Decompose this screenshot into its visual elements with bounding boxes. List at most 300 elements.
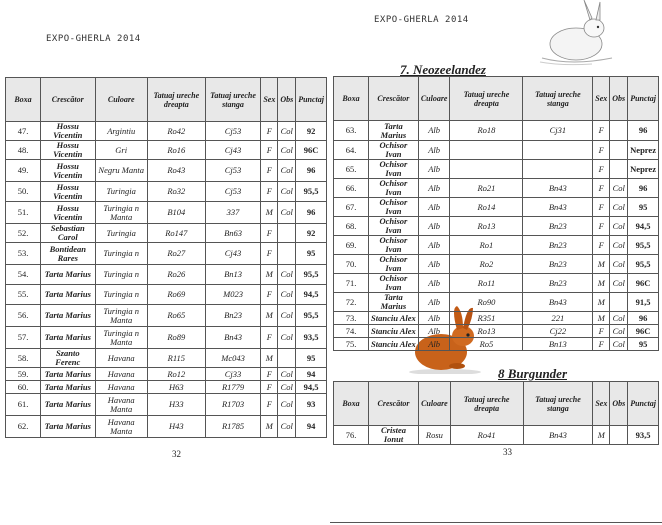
table-cell: Alb: [418, 141, 450, 160]
table-cell: 62.: [6, 416, 41, 438]
table-row: [6, 349, 327, 368]
table-cell: Bn23: [523, 274, 593, 293]
table-cell: Alb: [418, 274, 450, 293]
table-row: [6, 394, 327, 416]
table-cell: 221: [523, 312, 593, 325]
table-cell: 94,5: [296, 381, 327, 394]
table-cell: Ro69: [147, 285, 205, 305]
table-cell: Ro1: [450, 236, 523, 255]
table-cell: F: [261, 368, 278, 381]
table-cell: Ro41: [450, 426, 523, 445]
table-cell: Hossu Vicentin: [41, 182, 96, 202]
table-cell: Tarta Marius: [41, 265, 96, 285]
table-row: [334, 179, 659, 198]
table-cell: 93: [296, 394, 327, 416]
table-cell: Cristea Ionut: [369, 426, 419, 445]
table-cell: Alb: [418, 217, 450, 236]
table-cell: Alb: [418, 325, 450, 338]
table-cell: M: [593, 293, 610, 312]
table-row: [6, 416, 327, 438]
table-cell: 95: [628, 338, 659, 351]
table-row: [6, 327, 327, 349]
table-cell: 66.: [334, 179, 369, 198]
col-header: Punctaj: [296, 78, 327, 122]
table-cell: Ro26: [147, 265, 205, 285]
table-cell: 61.: [6, 394, 41, 416]
table-row: [334, 325, 659, 338]
table-cell: Tarta Marius: [41, 305, 96, 327]
table-cell: F: [593, 236, 610, 255]
table-cell: Havana Manta: [95, 416, 147, 438]
table-cell: Ro32: [147, 182, 205, 202]
table-cell: Bn43: [523, 293, 593, 312]
table-cell: 56.: [6, 305, 41, 327]
table-cell: M: [261, 416, 278, 438]
table-cell: Turingia n Manta: [95, 202, 147, 224]
table-cell: Tarta Marius: [41, 327, 96, 349]
table-cell: Ro12: [147, 368, 205, 381]
table-cell: Cj43: [205, 141, 261, 160]
table-cell: F: [261, 224, 278, 243]
table-row: [6, 381, 327, 394]
table-cell: Turingia: [95, 182, 147, 202]
table-cell: [610, 160, 628, 179]
table-cell: Bn13: [205, 265, 261, 285]
table-cell: [278, 349, 296, 368]
table-cell: Ro90: [450, 293, 523, 312]
table-cell: Hossu Vicentin: [41, 141, 96, 160]
table-cell: Ro5: [450, 338, 523, 351]
table-cell: Alb: [418, 312, 450, 325]
table-cell: [610, 293, 628, 312]
table-cell: Col: [278, 202, 296, 224]
table-cell: Argintiu: [95, 122, 147, 141]
table-cell: Col: [610, 312, 628, 325]
table-cell: Col: [278, 368, 296, 381]
table-cell: Col: [278, 160, 296, 182]
table-cell: 94: [296, 416, 327, 438]
table-cell: R1779: [205, 381, 261, 394]
table-cell: Ro43: [147, 160, 205, 182]
table-cell: Bn23: [523, 255, 593, 274]
table-cell: F: [593, 198, 610, 217]
table-cell: Col: [610, 198, 628, 217]
col-header: Sex: [593, 77, 610, 121]
col-header: Obs: [610, 77, 628, 121]
table-cell: M: [261, 305, 278, 327]
table-cell: Turingia n: [95, 265, 147, 285]
right-page-number: 33: [503, 447, 512, 457]
table-cell: Ochisor Ivan: [369, 179, 419, 198]
table-cell: 64.: [334, 141, 369, 160]
table-cell: Ro13: [450, 325, 523, 338]
table-cell: Ro65: [147, 305, 205, 327]
table-cell: 71.: [334, 274, 369, 293]
table-cell: Alb: [418, 121, 450, 141]
table-cell: M: [261, 265, 278, 285]
neozeelandez-table: [333, 76, 659, 351]
table-row: [334, 312, 659, 325]
table-cell: Bn63: [205, 224, 261, 243]
table-cell: Cj31: [523, 121, 593, 141]
table-cell: 95,5: [296, 182, 327, 202]
table-cell: F: [261, 394, 278, 416]
table-cell: Stanciu Alex: [369, 312, 419, 325]
table-cell: Rosu: [419, 426, 451, 445]
table-cell: Ro27: [147, 243, 205, 265]
table-cell: Ro14: [450, 198, 523, 217]
table-cell: [523, 160, 593, 179]
table-row: [6, 202, 327, 224]
table-cell: Turingia n: [95, 285, 147, 305]
table-cell: R115: [147, 349, 205, 368]
table-cell: 53.: [6, 243, 41, 265]
table-cell: Alb: [418, 179, 450, 198]
table-cell: 54.: [6, 265, 41, 285]
col-header: Obs: [278, 78, 296, 122]
col-header: Tatuaj ureche stanga: [205, 78, 261, 122]
table-row: [6, 368, 327, 381]
col-header: Tatuaj ureche dreapta: [450, 77, 523, 121]
table-cell: 74.: [334, 325, 369, 338]
table-cell: Cj43: [205, 243, 261, 265]
table-cell: 72.: [334, 293, 369, 312]
table-cell: Bn23: [205, 305, 261, 327]
table-row: [334, 338, 659, 351]
table-cell: F: [261, 182, 278, 202]
table-cell: Bn43: [523, 426, 593, 445]
table-cell: 95,5: [628, 236, 659, 255]
col-header: Crescător: [41, 78, 96, 122]
table-cell: Hossu Vicentin: [41, 160, 96, 182]
table-cell: 96: [628, 121, 659, 141]
table-cell: Bn43: [523, 198, 593, 217]
table-cell: Szanto Ferenc: [41, 349, 96, 368]
table-cell: Ochisor Ivan: [369, 160, 419, 179]
table-cell: M023: [205, 285, 261, 305]
table-cell: Col: [610, 217, 628, 236]
col-header: Culoare: [95, 78, 147, 122]
table-cell: 51.: [6, 202, 41, 224]
table-cell: Ro21: [450, 179, 523, 198]
table-cell: Tarta Marius: [369, 293, 419, 312]
table-cell: F: [593, 179, 610, 198]
table-cell: M: [593, 312, 610, 325]
table-cell: Bn23: [523, 217, 593, 236]
table-cell: Col: [278, 141, 296, 160]
table-cell: [278, 243, 296, 265]
col-header: Punctaj: [628, 382, 659, 426]
table-row: [334, 217, 659, 236]
table-cell: Turingia n: [95, 243, 147, 265]
col-header: Boxa: [334, 77, 369, 121]
white-rabbit-icon: [532, 0, 614, 68]
table-cell: F: [593, 325, 610, 338]
table-cell: Col: [278, 305, 296, 327]
table-row: [334, 141, 659, 160]
table-row: [6, 305, 327, 327]
table-cell: Ro13: [450, 217, 523, 236]
table-cell: Col: [278, 327, 296, 349]
table-cell: R1703: [205, 394, 261, 416]
table-cell: 96: [628, 179, 659, 198]
table-cell: 76.: [334, 426, 369, 445]
table-cell: Negru Manta: [95, 160, 147, 182]
table-cell: [278, 224, 296, 243]
table-cell: 63.: [334, 121, 369, 141]
table-cell: Col: [610, 274, 628, 293]
table-cell: Col: [278, 285, 296, 305]
table-cell: 57.: [6, 327, 41, 349]
table-cell: 95,5: [296, 265, 327, 285]
table-cell: Tarta Marius: [41, 285, 96, 305]
neozeelandez-table-body: [334, 121, 659, 351]
table-cell: Tarta Marius: [41, 416, 96, 438]
table-cell: Ro18: [450, 121, 523, 141]
left-table-body: [6, 122, 327, 438]
table-cell: Col: [278, 265, 296, 285]
table-cell: Ro147: [147, 224, 205, 243]
col-header: Tatuaj ureche stanga: [523, 77, 593, 121]
col-header: Crescător: [369, 77, 419, 121]
table-cell: Ochisor Ivan: [369, 274, 419, 293]
table-cell: 93,5: [628, 426, 659, 445]
col-header: Punctaj: [628, 77, 659, 121]
table-cell: 95,5: [628, 255, 659, 274]
table-cell: 67.: [334, 198, 369, 217]
table-cell: Col: [610, 179, 628, 198]
table-cell: M: [261, 202, 278, 224]
table-cell: Bn43: [205, 327, 261, 349]
burgunder-table: [333, 381, 659, 445]
table-cell: Neprez: [628, 141, 659, 160]
table-cell: Havana: [95, 349, 147, 368]
table-row: [6, 160, 327, 182]
table-cell: Hossu Vicentin: [41, 122, 96, 141]
table-cell: F: [261, 160, 278, 182]
table-cell: F: [261, 327, 278, 349]
table-cell: 95: [296, 243, 327, 265]
table-cell: 59.: [6, 368, 41, 381]
table-cell: Col: [278, 394, 296, 416]
table-cell: 96: [296, 202, 327, 224]
table-cell: B104: [147, 202, 205, 224]
table-cell: Neprez: [628, 160, 659, 179]
table-cell: Mc043: [205, 349, 261, 368]
table-cell: Turingia n Manta: [95, 305, 147, 327]
table-cell: M: [593, 426, 610, 445]
table-cell: M: [261, 349, 278, 368]
table-row: [6, 122, 327, 141]
table-cell: 50.: [6, 182, 41, 202]
table-cell: R1785: [205, 416, 261, 438]
table-cell: Bontidean Rares: [41, 243, 96, 265]
table-cell: Havana: [95, 381, 147, 394]
table-row: [334, 255, 659, 274]
table-cell: Tarta Marius: [41, 394, 96, 416]
table-row: [334, 198, 659, 217]
table-cell: F: [261, 285, 278, 305]
table-cell: 94,5: [628, 217, 659, 236]
table-cell: [450, 160, 523, 179]
table-cell: Ro42: [147, 122, 205, 141]
col-header: Boxa: [334, 382, 369, 426]
table-cell: H63: [147, 381, 205, 394]
table-row: [6, 224, 327, 243]
table-cell: Ochisor Ivan: [369, 198, 419, 217]
table-cell: F: [261, 243, 278, 265]
table-cell: R351: [450, 312, 523, 325]
table-row: [334, 274, 659, 293]
col-header: Boxa: [6, 78, 41, 122]
table-row: [6, 141, 327, 160]
table-cell: 49.: [6, 160, 41, 182]
table-cell: F: [593, 141, 610, 160]
table-cell: 69.: [334, 236, 369, 255]
table-cell: Tarta Marius: [41, 381, 96, 394]
table-cell: Cj53: [205, 182, 261, 202]
table-cell: Ochisor Ivan: [369, 217, 419, 236]
col-header: Tatuaj ureche dreapta: [450, 382, 523, 426]
table-cell: F: [261, 122, 278, 141]
col-header: Crescător: [369, 382, 419, 426]
table-header-row: [6, 78, 327, 122]
table-cell: Ochisor Ivan: [369, 141, 419, 160]
table-cell: 96C: [628, 325, 659, 338]
table-cell: Col: [278, 122, 296, 141]
table-cell: 96: [296, 160, 327, 182]
table-cell: Ro11: [450, 274, 523, 293]
table-cell: Hossu Vicentin: [41, 202, 96, 224]
right-page-header: EXPO-GHERLA 2014: [374, 15, 469, 25]
table-cell: Ochisor Ivan: [369, 236, 419, 255]
table-cell: F: [261, 381, 278, 394]
table-cell: Cj53: [205, 160, 261, 182]
table-cell: [610, 121, 628, 141]
table-cell: F: [593, 160, 610, 179]
table-cell: [610, 141, 628, 160]
table-cell: Stanciu Alex: [369, 338, 419, 351]
table-cell: 70.: [334, 255, 369, 274]
table-cell: M: [593, 274, 610, 293]
table-cell: 55.: [6, 285, 41, 305]
table-cell: Cj33: [205, 368, 261, 381]
table-cell: Alb: [418, 160, 450, 179]
table-cell: Alb: [418, 255, 450, 274]
table-cell: 75.: [334, 338, 369, 351]
table-cell: Ro89: [147, 327, 205, 349]
col-header: Sex: [593, 382, 610, 426]
table-row: [6, 243, 327, 265]
table-cell: Ochisor Ivan: [369, 255, 419, 274]
table-cell: Cj53: [205, 122, 261, 141]
section-title-neozeelandez: 7. Neozeelandez: [400, 62, 486, 77]
table-cell: M: [593, 255, 610, 274]
table-cell: Ro2: [450, 255, 523, 274]
table-cell: Col: [278, 381, 296, 394]
table-row: [334, 236, 659, 255]
table-row: [6, 285, 327, 305]
table-cell: H43: [147, 416, 205, 438]
table-cell: 337: [205, 202, 261, 224]
table-cell: 68.: [334, 217, 369, 236]
table-header-row: [334, 382, 659, 426]
table-cell: H33: [147, 394, 205, 416]
table-cell: 91,5: [628, 293, 659, 312]
col-header: Culoare: [418, 77, 450, 121]
table-cell: Sebastian Carol: [41, 224, 96, 243]
table-cell: Stanciu Alex: [369, 325, 419, 338]
table-cell: Turingia: [95, 224, 147, 243]
table-cell: Alb: [418, 293, 450, 312]
table-cell: Col: [278, 416, 296, 438]
table-row: [334, 293, 659, 312]
table-header-row: [334, 77, 659, 121]
table-row: [334, 160, 659, 179]
table-cell: 92: [296, 224, 327, 243]
table-cell: 95,5: [296, 305, 327, 327]
table-row: [334, 121, 659, 141]
col-header: Tatuaj ureche stanga: [523, 382, 593, 426]
table-cell: Turingia n Manta: [95, 327, 147, 349]
table-cell: 95: [296, 349, 327, 368]
col-header: Tatuaj ureche dreapta: [147, 78, 205, 122]
table-cell: 93,5: [296, 327, 327, 349]
table-cell: F: [593, 217, 610, 236]
table-cell: 96C: [296, 141, 327, 160]
table-cell: F: [261, 141, 278, 160]
left-page-header: EXPO-GHERLA 2014: [46, 34, 141, 44]
table-cell: 52.: [6, 224, 41, 243]
left-page-number: 32: [172, 449, 181, 459]
table-cell: 92: [296, 122, 327, 141]
table-cell: Col: [610, 236, 628, 255]
table-cell: Havana: [95, 368, 147, 381]
table-cell: 58.: [6, 349, 41, 368]
table-cell: 47.: [6, 122, 41, 141]
table-row: [6, 265, 327, 285]
table-cell: Tarta Marius: [369, 121, 419, 141]
table-cell: [523, 141, 593, 160]
bottom-rule: [330, 522, 662, 523]
table-cell: Cj22: [523, 325, 593, 338]
table-cell: Alb: [418, 338, 450, 351]
table-row: [6, 182, 327, 202]
table-cell: Col: [278, 182, 296, 202]
table-cell: 48.: [6, 141, 41, 160]
table-cell: Tarta Marius: [41, 368, 96, 381]
table-cell: [450, 141, 523, 160]
table-row: [334, 426, 659, 445]
table-cell: F: [593, 121, 610, 141]
table-cell: Col: [610, 338, 628, 351]
col-header: Obs: [610, 382, 628, 426]
table-cell: Gri: [95, 141, 147, 160]
table-cell: 94: [296, 368, 327, 381]
table-cell: [610, 426, 628, 445]
table-cell: F: [593, 338, 610, 351]
table-cell: Bn43: [523, 179, 593, 198]
table-cell: Col: [610, 255, 628, 274]
burgunder-table-body: [334, 426, 659, 445]
table-cell: Bn23: [523, 236, 593, 255]
table-cell: Ro16: [147, 141, 205, 160]
section-title-burgunder: 8 Burgunder: [498, 366, 567, 381]
col-header: Culoare: [419, 382, 451, 426]
left-exhibit-table: [5, 77, 327, 438]
table-cell: 96C: [628, 274, 659, 293]
table-cell: Havana Manta: [95, 394, 147, 416]
